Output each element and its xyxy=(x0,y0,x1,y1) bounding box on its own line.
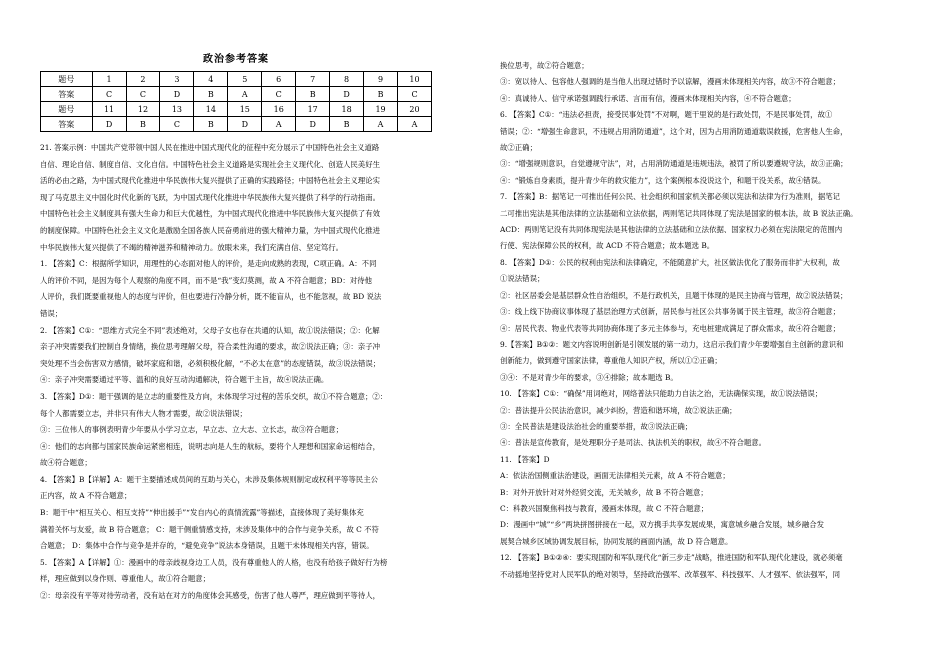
text-line: 中华民族伟大复兴提供了不竭的精神滋养和精神动力。放眼未来，我们充满自信、坚定笃行。 xyxy=(40,242,344,252)
answer-table-header-cell: 题号 xyxy=(41,72,93,87)
answer-table-cell: 10 xyxy=(398,72,432,87)
text-line: 6. 【答案】C①：“违法必担责，接受民事处罚”不对啊，题干里说的是行政处罚，不是民事处罚，故① xyxy=(500,110,833,120)
text-line: 正内容，故 A 不符合题意； xyxy=(40,491,132,501)
text-line: ③：三位伟人的事例表明青少年要从小学习立志，早立志、立大志、立长志，故③符合题意； xyxy=(40,425,344,435)
text-line: A：依法治国侧重法治建设，画面无法律相关元素，故 A 不符合题意； xyxy=(500,471,730,481)
answer-table-cell: 13 xyxy=(160,102,194,117)
text-line: ②：普法提升公民法治意识，减少纠纷，营造和谐环境，故②说法正确； xyxy=(500,405,737,415)
answer-table-cell: D xyxy=(330,87,364,102)
answer-table-cell: 3 xyxy=(160,72,194,87)
text-line: 10. 【答案】C①：“确保”用词绝对，网络普法只能助力自法之治，无法确保实现，故①说法错误； xyxy=(500,389,823,399)
answer-table-cell: 15 xyxy=(228,102,262,117)
answer-table-cell: D xyxy=(160,87,194,102)
answer-table-cell: B xyxy=(194,87,228,102)
text-line: 创新能力，做到遵守国家法律，尊重他人知识产权，所以①②正确； xyxy=(500,356,722,366)
text-line: 现了马克思主义中国化时代化新的飞跃，为中国式现代化推进中华民族伟大复兴提供了科学的行动指南。 xyxy=(40,192,380,202)
text-line: 合题意； D：集体中合作与竞争是并存的，“避免竞争”说法本身错误，且题干未体现相关内容，错误。 xyxy=(40,541,374,551)
answer-table-cell: 16 xyxy=(262,102,296,117)
text-line: 满着关怀与友爱，故 B 符合题意； C：题干侧重情感支持，未涉及集体中的合作与竞争关系，故 C 不符 xyxy=(40,524,379,534)
answer-table-cell: A xyxy=(364,117,398,132)
answer-table-cell: 6 xyxy=(262,72,296,87)
answer-table-cell: 5 xyxy=(228,72,262,87)
text-line: 中国特色社会主义制度具有强大生命力和巨大优越性，为中国式现代化推进中华民族伟大复兴提供了有效 xyxy=(40,209,380,219)
text-line: ③：线上线下协商议事体现了基层治理方式创新，居民参与社区公共事务属于民主管理，故③符合题意； xyxy=(500,307,840,317)
answer-table-row xyxy=(41,117,432,132)
answer-table-header-cell: 答案 xyxy=(41,117,93,132)
answer-table-cell: 1 xyxy=(92,72,126,87)
answer-table-cell: A xyxy=(262,117,296,132)
text-line: 1. 【答案】C：根据所学知识，用理性的心态面对他人的评价，是走向成熟的表现，C项正确。A：不同 xyxy=(40,259,377,269)
text-line: 12. 【答案】B①②④：要实现国防和军队现代化“新三步走”战略，推进国防和军队现代化建设，就必须毫 xyxy=(500,553,843,563)
answer-table-cell: D xyxy=(92,117,126,132)
answer-table-cell: 9 xyxy=(364,72,398,87)
answer-table-header-cell: 答案 xyxy=(41,87,93,102)
text-line: 故②正确； xyxy=(500,143,537,153)
text-line: ②：社区居委会是基层群众性自治组织，不是行政机关，且题干体现的是民主协商与管理，故②说法错误； xyxy=(500,290,848,300)
answer-table-cell: B xyxy=(126,117,160,132)
text-line: B：对外开放针对对外经贸交流，无关城乡，故 B 不符合题意； xyxy=(500,487,708,497)
text-line: 样，理应做到以身作则、尊重他人，故①符合题意； xyxy=(40,574,210,584)
answer-table-row xyxy=(41,102,432,117)
text-line: 突处理不当会伤害双方感情，破坏家庭和谐，必须积极化解，“不必太在意”的态度错误，故③说法错误； xyxy=(40,358,381,368)
text-line: 7. 【答案】B：据笔记一可推出任何公民、社会组织和国家机关都必须以宪法和法律为行为准则，据笔记 xyxy=(500,192,841,202)
text-line: 自信、理论自信、制度自信、文化自信。中国特色社会主义道路是实现社会主义现代化、创造人民美好生 xyxy=(40,159,380,169)
text-line: 不动摇地坚持党对人民军队的绝对领导，坚持政治强军、改革强军、科技强军、人才强军、依法强军，同 xyxy=(500,569,840,579)
text-line: 11. 【答案】D xyxy=(500,454,550,464)
text-line: 8. 【答案】D①：公民的权利由宪法和法律确定，不能随意扩大，社区做法优化了服务而非扩大权利，故 xyxy=(500,257,840,267)
right-text-block xyxy=(500,58,912,583)
text-line: 换位思考，故②符合题意； xyxy=(500,61,589,70)
text-line: ④：“锻炼自身素质，提升青少年的救灾能力”，这个案例根本没说这个，和题干没关系，故④错误。 xyxy=(500,175,826,185)
text-line: 的制度保障。中国特色社会主义文化是激励全国各族人民奋勇前进的强大精神力量，为中国式现代化推进 xyxy=(40,225,380,235)
answer-table-cell: C xyxy=(398,87,432,102)
answer-table-cell: 18 xyxy=(330,102,364,117)
answer-table-cell: B xyxy=(364,87,398,102)
answer-table-cell: 8 xyxy=(330,72,364,87)
answer-table xyxy=(40,71,432,132)
answer-table-cell: B xyxy=(330,117,364,132)
answer-table-cell: 7 xyxy=(296,72,330,87)
text-line: 行使、宪法保障公民的权利，故 ACD 不符合题意；故本题选 B。 xyxy=(500,241,715,251)
answer-table-header-cell: 题号 xyxy=(41,102,93,117)
text-line: ④：居民代表、物业代表等共同协商体现了多元主体参与，充电桩建成满足了群众需求，故④符合题意； xyxy=(500,323,840,333)
text-line: ③④：不是对青少年的要求，③④排除；故本题选 B。 xyxy=(500,372,678,382)
text-line: D：漫画中“城”“乡”两块拼图拼接在一起，双方携手共享发展成果，寓意城乡融合发展，城乡融合发 xyxy=(500,520,825,530)
text-line: ③：宽以待人、包容他人强调的是当他人出现过错时予以谅解，漫画未体现相关内容，故③不符合题意； xyxy=(500,77,840,87)
answer-table-cell: C xyxy=(262,87,296,102)
left-text-block xyxy=(40,140,432,605)
answer-table-cell: A xyxy=(398,117,432,132)
answer-table-cell: 14 xyxy=(194,102,228,117)
answer-table-cell: 2 xyxy=(126,72,160,87)
text-line: C：科教兴国聚焦科技与教育，漫画未体现，故 C 不符合题意； xyxy=(500,503,709,513)
answer-table-cell: B xyxy=(194,117,228,132)
answer-table-cell: 19 xyxy=(364,102,398,117)
text-line: 活的必由之路，为中国式现代化推进中华民族伟大复兴提供了正确的实践路径；中国特色社会主义理论实 xyxy=(40,176,380,186)
text-line: 二可推出宪法是其他法律的立法基础和立法依据，两则笔记共同体现了宪法是国家的根本法，故 B 说法正确。 xyxy=(500,208,858,218)
text-line: 错误；②：“增强生命意识，不违规占用消防通道”，这个对，因为占用消防通道载误救援，危害他人生命， xyxy=(500,126,848,136)
text-line: B：题干中“相互关心、相互支持”“伸出援手”“发自内心的真情流露”等描述，直接体现了美好集体充 xyxy=(40,508,364,518)
right-column xyxy=(500,0,912,583)
text-line: ③：全民普法是建设法治社会的重要举措，故③说法正确； xyxy=(500,421,693,431)
text-line: 每个人都需要立志，并非只有伟大人物才需要，故②说法错误； xyxy=(40,408,247,418)
page-title: 政治参考答案 xyxy=(203,54,269,65)
text-line: ②：母亲没有平等对待劳动者，没有站在对方的角度体会其感受，伤害了他人尊严，理应做到平等待人， xyxy=(40,591,380,601)
answer-table-cell: A xyxy=(228,87,262,102)
answer-table-cell: D xyxy=(296,117,330,132)
text-line: 4. 【答案】B【详解】A：题干主要描述成员间的互助与关心，未涉及集体规则制定或权利平等等民主公 xyxy=(40,474,378,484)
text-line: 9.【答案】B①②：题文内容说明创新是引领发展的第一动力，这启示我们青少年要增强自主创新的意识和 xyxy=(500,339,844,349)
answer-table-cell: C xyxy=(126,87,160,102)
text-line: ④：真诚待人、信守承诺强调践行承诺、言而有信，漫画未体现相关内容，④不符合题意； xyxy=(500,93,796,103)
answer-table-cell: C xyxy=(160,117,194,132)
text-line: 亲子冲突需要我们控制自身情绪，换位思考理解父母，符合柔性沟通的要求，故②说法正确；③：亲子冲 xyxy=(40,342,380,352)
answer-table-cell: 11 xyxy=(92,102,126,117)
answer-table-cell: 20 xyxy=(398,102,432,117)
text-line: ③：“增强规则意识，自觉遵规守法”，对，占用消防通道是违规违法，被罚了所以要遵规守法，故③正确； xyxy=(500,159,848,169)
answer-table-cell: 17 xyxy=(296,102,330,117)
answer-table-cell: 4 xyxy=(194,72,228,87)
answer-table-row xyxy=(41,72,432,87)
text-line: 故④符合题意； xyxy=(40,458,92,468)
text-line: ④：普法是宣传教育，是处理职分子是司法、执法机关的职权，故④不符合题意。 xyxy=(500,438,767,448)
text-line: 21. 答案示例：中国共产党带领中国人民在推进中国式现代化的征程中充分展示了中国特色社会主义道路 xyxy=(40,143,380,152)
text-line: 3. 【答案】D①：题干强调的是立志的重要性及方向，未体现学习过程的苦乐交织，故①不符合题意；②： xyxy=(40,391,388,401)
text-line: ④：亲子冲突需要通过平等、温和的良好互动沟通解决，符合题干主旨，故④说法正确。 xyxy=(40,375,329,385)
left-column xyxy=(40,0,432,605)
text-line: ④：他们的志向都与国家民族命运紧密相连，说明志向是人生的航标，要将个人理想和国家命运相结合， xyxy=(40,441,380,451)
answer-table-cell: C xyxy=(92,87,126,102)
answer-table-cell: B xyxy=(296,87,330,102)
text-line: 2. 【答案】C①：“思维方式完全不同”表述绝对，父母子女也存在共通的认知，故①说法错误；②：化解 xyxy=(40,325,380,335)
text-line: 错误； xyxy=(40,308,63,318)
answer-table-cell: D xyxy=(228,117,262,132)
answer-table-cell: 12 xyxy=(126,102,160,117)
text-line: 展契合城乡区域协调发展目标，协同发展的画面内涵，故 D 符合题意。 xyxy=(500,536,733,546)
answer-table-row xyxy=(41,87,432,102)
text-line: 人评价，我们既要重视他人的态度与评价，但也要进行冷静分析，既不能盲从，也不能忽视，故 BD 说法 xyxy=(40,292,382,302)
text-line: 人的评价不同，是因为每个人观察的角度不同，而不是“我”变幻莫测，故 A 不符合题意；BD：对待他 xyxy=(40,275,372,285)
text-line: ①说法错误； xyxy=(500,274,545,284)
text-line: 5. 【答案】A【详解】①：漫画中的母亲歧视身边工人员，没有尊重他人的人格，也没有给孩子做好行为榜 xyxy=(40,557,388,567)
text-line: ACD：两则笔记没有共同体现宪法是其他法律的立法基础和立法依据、国家权力必须在宪法限定的范围内 xyxy=(500,225,843,235)
